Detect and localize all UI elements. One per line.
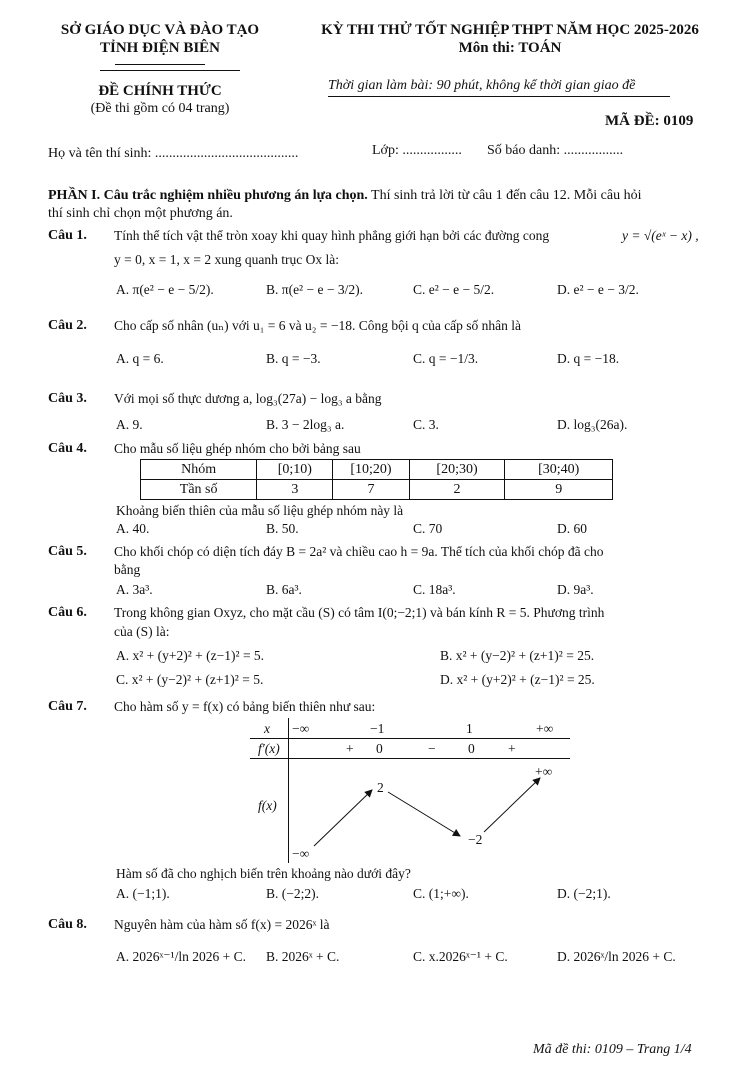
q3-option-a[interactable]: A. 9. [116, 417, 143, 432]
class-field: Lớp: ................. [372, 143, 462, 158]
q8-option-c[interactable]: C. x.2026ˣ⁻¹ + C. [413, 949, 508, 964]
q1-line2: y = 0, x = 1, x = 2 xung quanh trục Ox là: [114, 252, 339, 267]
q1-option-a[interactable]: A. π(e² − e − 5/2). [116, 282, 214, 297]
student-name-field: Họ và tên thí sinh: ......................................... [48, 146, 299, 161]
vt-x-3: +∞ [536, 721, 554, 736]
vt-val-max: 2 [377, 780, 384, 795]
table-cell: Nhóm [141, 460, 257, 480]
table-cell: 2 [409, 480, 505, 500]
q3-text: Với mọi số thực dương a, log₃(27a) − log₃ a bằng [114, 391, 382, 406]
q6-label: Câu 6. [48, 605, 87, 620]
q5-label: Câu 5. [48, 544, 87, 559]
vt-sign-0: + [346, 741, 354, 756]
vt-arrows [250, 718, 570, 863]
q3-option-d[interactable]: D. log₃(26a). [557, 417, 628, 432]
variation-table [250, 718, 570, 863]
arrow-up-1 [314, 790, 372, 846]
q5-option-c[interactable]: C. 18a³. [413, 582, 456, 597]
vt-sign-2: − [428, 741, 436, 756]
table-cell: 9 [505, 480, 613, 500]
vt-x-label: x [264, 721, 270, 736]
time-note: Thời gian làm bài: 90 phút, không kể thời gian giao đề [328, 78, 636, 93]
q2-option-c[interactable]: C. q = −1/3. [413, 351, 479, 366]
q6-option-d[interactable]: D. x² + (y+2)² + (z−1)² = 25. [440, 672, 595, 687]
exam-title: KỲ THI THỬ TỐT NGHIỆP THPT NĂM HỌC 2025-2026 [321, 22, 699, 38]
q7-option-a[interactable]: A. (−1;1). [116, 886, 170, 901]
q7-option-b[interactable]: B. (−2;2). [266, 886, 319, 901]
q1-option-c[interactable]: C. e² − e − 5/2. [413, 282, 495, 297]
q1-curve: y = √(eˣ − x) , [622, 228, 699, 243]
part1-instr2: thí sinh chỉ chọn một phương án. [48, 206, 233, 221]
table-header-row [141, 460, 613, 480]
vt-val-minus-inf: −∞ [292, 846, 310, 861]
q7-after: Hàm số đã cho nghịch biến trên khoảng nào dưới đây? [116, 866, 411, 881]
q2-option-d[interactable]: D. q = −18. [557, 351, 620, 366]
vt-x-1: −1 [370, 721, 385, 736]
q2-option-a[interactable]: A. q = 6. [116, 351, 164, 366]
q2-option-b[interactable]: B. q = −3. [266, 351, 321, 366]
q8-label: Câu 8. [48, 917, 87, 932]
q3-option-c[interactable]: C. 3. [413, 417, 439, 432]
table-cell: Tần số [141, 480, 257, 500]
q7-option-d[interactable]: D. (−2;1). [557, 886, 611, 901]
pages-note: (Đề thi gồm có 04 trang) [90, 101, 230, 116]
vt-sign-3: 0 [468, 741, 475, 756]
q5-option-b[interactable]: B. 6a³. [266, 582, 302, 597]
q8-option-d[interactable]: D. 2026ˣ/ln 2026 + C. [557, 949, 676, 964]
table-cell: 7 [333, 480, 409, 500]
q2-text: Cho cấp số nhân (uₙ) với u₁ = 6 và u₂ = −18. Công bội q của cấp số nhân là [114, 318, 522, 333]
q1-option-b[interactable]: B. π(e² − e − 3/2). [266, 282, 363, 297]
vt-f-label: f(x) [258, 798, 277, 813]
part1-instr: Thí sinh trả lời từ câu 1 đến câu 12. Mỗi câu hỏi [367, 188, 642, 203]
vt-sign-1: 0 [376, 741, 383, 756]
q6-text: Trong không gian Oxyz, cho mặt cầu (S) có tâm I(0;−2;1) và bán kính R = 5. Phương trình [114, 605, 605, 620]
q4-option-d[interactable]: D. 60 [557, 521, 587, 536]
vt-val-plus-inf: +∞ [535, 764, 553, 779]
page-footer: Mã đề thi: 0109 – Trang 1/4 [533, 1042, 692, 1057]
q7-label: Câu 7. [48, 699, 87, 714]
part1-title: PHẦN I. Câu trắc nghiệm nhiều phương án lựa chọn. [48, 188, 368, 203]
q5-text2: bằng [114, 562, 141, 577]
part1-heading [48, 188, 641, 204]
official-label: ĐỀ CHÍNH THỨC [98, 83, 222, 99]
q4-frequency-table [140, 459, 613, 500]
q8-text: Nguyên hàm của hàm số f(x) = 2026ˣ là [114, 917, 330, 932]
table-cell: 3 [257, 480, 333, 500]
q4-after: Khoảng biến thiên của mẫu số liệu ghép nhóm này là [116, 503, 404, 518]
q4-text: Cho mẫu số liệu ghép nhóm cho bởi bảng sau [114, 441, 361, 456]
q5-option-d[interactable]: D. 9a³. [557, 582, 594, 597]
q4-option-a[interactable]: A. 40. [116, 521, 150, 536]
arrow-up-2 [484, 778, 540, 832]
table-cell: [30;40) [505, 460, 613, 480]
q2-label: Câu 2. [48, 318, 87, 333]
q1-option-d[interactable]: D. e² − e − 3/2. [557, 282, 639, 297]
q6-option-c[interactable]: C. x² + (y−2)² + (z+1)² = 5. [116, 672, 264, 687]
q1-label: Câu 1. [48, 228, 87, 243]
vt-fprime-label: f′(x) [258, 741, 280, 756]
candidate-no-field: Số báo danh: ................. [487, 143, 624, 158]
header-underline [115, 64, 205, 65]
q6-option-b[interactable]: B. x² + (y−2)² + (z+1)² = 25. [440, 648, 595, 663]
q4-label: Câu 4. [48, 441, 87, 456]
q7-text: Cho hàm số y = f(x) có bảng biến thiên như sau: [114, 699, 376, 714]
q3-option-b[interactable]: B. 3 − 2log₃ a. [266, 417, 345, 432]
q7-option-c[interactable]: C. (1;+∞). [413, 886, 469, 901]
vt-x-0: −∞ [292, 721, 310, 736]
q4-option-c[interactable]: C. 70 [413, 521, 443, 536]
time-underline [328, 96, 670, 97]
q4-option-b[interactable]: B. 50. [266, 521, 299, 536]
table-cell: [0;10) [257, 460, 333, 480]
q5-text: Cho khối chóp có diện tích đáy B = 2a² và chiều cao h = 9a. Thể tích của khối chóp đã cho [114, 544, 604, 559]
table-cell: [20;30) [409, 460, 505, 480]
dept-line1: SỞ GIÁO DỤC VÀ ĐÀO TẠO [60, 22, 260, 38]
vt-val-min: −2 [468, 832, 483, 847]
vt-x-2: 1 [466, 721, 473, 736]
q6-option-a[interactable]: A. x² + (y+2)² + (z−1)² = 5. [116, 648, 265, 663]
table-row [141, 480, 613, 500]
q3-label: Câu 3. [48, 391, 87, 406]
header-divider [100, 70, 240, 71]
dept-line2: TỈNH ĐIỆN BIÊN [99, 40, 221, 56]
subject: Môn thi: TOÁN [458, 40, 562, 56]
arrow-down [388, 792, 460, 836]
q5-option-a[interactable]: A. 3a³. [116, 582, 153, 597]
exam-code: MÃ ĐỀ: 0109 [605, 113, 694, 129]
vt-sign-4: + [508, 741, 516, 756]
q8-option-a[interactable]: A. 2026ˣ⁻¹/ln 2026 + C. [116, 949, 246, 964]
q1-text: Tính thể tích vật thể tròn xoay khi quay hình phẳng giới hạn bởi các đường cong [114, 228, 550, 243]
q6-text2: của (S) là: [114, 624, 170, 639]
q8-option-b[interactable]: B. 2026ˣ + C. [266, 949, 340, 964]
table-cell: [10;20) [333, 460, 409, 480]
